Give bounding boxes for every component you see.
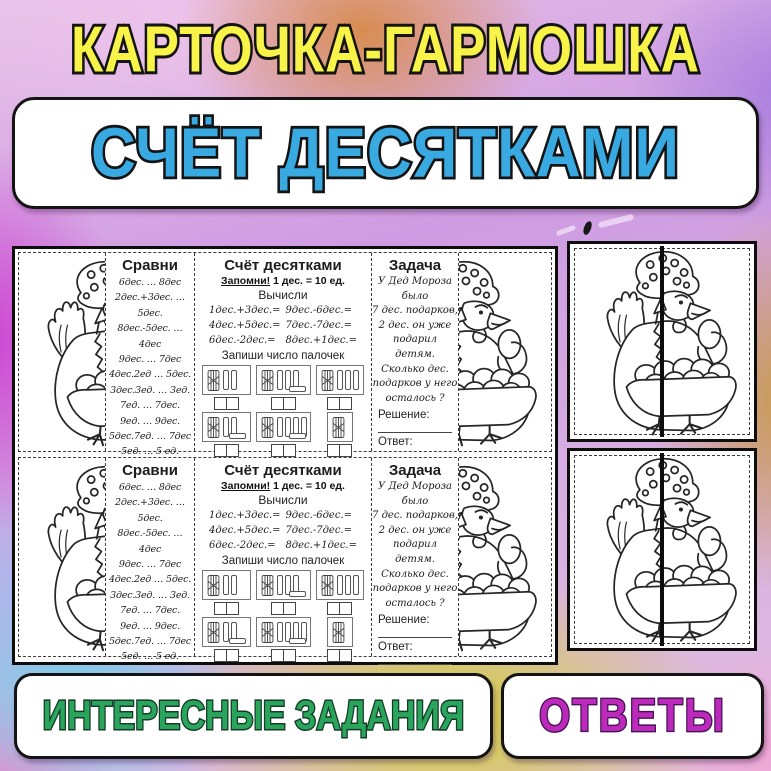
answer-cells [327,649,352,662]
stick-icon [289,638,306,644]
text-line: 4дес.+5дес.= [209,320,281,331]
worksheet-row [18,457,552,663]
text-line: подарил детям. [393,334,437,360]
paint-streak [556,225,577,237]
text-line: 7 дес. подарков, [372,305,458,317]
compare-title: Сравни [122,462,178,479]
sticks-picture [256,365,311,395]
solution-write-line [378,421,452,433]
sticks-item [316,412,365,457]
sticks-item [202,365,251,410]
main-title: СЧЁТ ДЕСЯТКАМИ [91,114,680,192]
text-line: 9дес. … 7дес [118,354,182,366]
worksheet-panel [12,246,558,665]
solution-label: Решение: [378,614,430,627]
stick-icon [345,575,351,595]
answer-card [567,448,757,651]
sticks-picture [202,570,251,600]
bundle-of-ten-icon [260,573,275,598]
text-line: У Дед Мороза было [377,276,453,302]
tens-title: Счёт десятками [224,257,342,274]
compare-section [106,458,195,663]
answer-cells [214,397,239,410]
sticks-picture [202,365,251,395]
sticks-grid [195,570,371,662]
text-line: 3дес.3ед. … 3ед. [110,384,190,396]
hen-illustration [24,257,106,447]
remember-label: Запомни! [221,480,271,492]
calc-exercises [195,303,371,348]
text-line: осталось ? [385,597,445,609]
tasks-banner [14,673,493,759]
text-line: 4дес.+5дес.= [209,525,281,536]
bundle-of-ten-icon [331,415,346,440]
task-text [372,480,458,611]
text-line: 5дес.7ед. … 7дес [108,431,192,443]
stick-icon [353,370,359,390]
sticks-picture [316,570,365,600]
remember-rule [195,275,371,287]
task-title: Задача [388,462,442,479]
stick-icon [277,575,283,595]
stick-icon [223,575,229,595]
hen-right-half-image [459,253,551,451]
text-line: 9ед. … 9дес. [120,415,180,427]
tens-section [195,458,372,656]
stick-icon [277,417,283,437]
text-line: 5ед. … 5 ед. [121,651,179,663]
answer-cells [214,649,239,662]
hen-illustration [459,462,541,652]
answers-banner-text: ОТВЕТЫ [539,690,726,741]
stick-icon [353,575,359,595]
text-line: 7ед. … 7дес. [120,400,180,412]
answers-banner [501,673,764,759]
answer-card [567,241,757,442]
text-line: 9дес.-6дес.= [285,510,352,521]
text-line: 6дес.-2дес.= [209,335,276,346]
answer-cells [214,444,239,457]
text-line: подарков у него [372,583,458,595]
task-text [372,275,458,406]
calc-label: Вычисли [258,288,308,302]
answer-cells [271,602,296,615]
sticks-item [256,412,311,457]
bundle-of-ten-icon [206,368,221,393]
bundle-of-ten-icon [206,415,221,440]
sticks-item [202,570,251,615]
text-line: Сколько дес. [381,568,449,580]
compare-exercises [106,480,194,665]
text-line: подарил детям. [393,539,437,565]
bundle-of-ten-icon [260,620,275,645]
answer-cells [327,397,352,410]
calc-column-right [285,508,357,553]
answer-label: Ответ: [378,641,413,654]
text-line: 6дес. … 8дес [118,482,182,493]
hen-illustration [459,257,541,447]
stick-icon [277,370,283,390]
main-title-banner [12,97,759,209]
stick-icon [277,622,283,642]
answer-cells [271,649,296,662]
text-line: 2дес.+3дес. … 5дес. [115,292,185,319]
task-section [372,458,459,656]
tens-title: Счёт десятками [224,462,342,479]
cut-line [660,246,664,437]
stick-icon [231,370,237,390]
text-line: 1дес.+3дес.= [209,510,281,521]
remember-label: Запомни! [221,275,271,287]
hen-illustration [24,462,106,652]
solution-write-line [378,626,452,638]
calc-column-left [209,508,281,553]
text-line: 9дес. … 7дес [118,559,182,571]
answer-write-line [378,653,452,665]
stick-icon [223,370,229,390]
answer-cells [271,444,296,457]
rule-text: 1 дес. = 10 ед. [273,275,345,287]
stick-icon [345,370,351,390]
compare-exercises [106,275,194,460]
sticks-picture [202,412,251,442]
sticks-picture [316,365,365,395]
worksheet-row [18,252,552,458]
sticks-picture [256,617,311,647]
text-line: 2 дес. он уже [378,524,452,536]
tens-section [195,253,372,451]
text-line: 4дес.2ед … 5дес. [108,369,192,381]
text-line: 2 дес. он уже [378,319,452,331]
calc-column-left [209,303,281,348]
task-section [372,253,459,451]
sticks-picture [327,412,353,442]
sticks-grid [195,365,371,457]
text-line: подарков у него [372,378,458,390]
text-line: 8дес.+1дес.= [285,540,357,551]
bundle-of-ten-icon [320,573,335,598]
stick-icon [337,370,343,390]
sticks-picture [256,570,311,600]
hen-right-half-image [459,458,551,656]
stick-icon [289,591,306,597]
sticks-item [256,617,311,662]
text-line: 6дес.-2дес.= [209,540,276,551]
bundle-of-ten-icon [206,573,221,598]
task-title: Задача [388,257,442,274]
stick-icon [229,433,246,439]
stick-icon [289,386,306,392]
text-line: 7дес.-7дес.= [285,320,352,331]
text-line: 7ед. … 7дес. [120,605,180,617]
stick-icon [229,638,246,644]
text-line: 8дес.-5дес. … 4дес [117,528,183,555]
bundle-of-ten-icon [206,620,221,645]
text-line: 8дес.-5дес. … 4дес [117,323,183,350]
answer-cells [327,602,352,615]
sticks-picture [327,617,353,647]
bundle-of-ten-icon [260,415,275,440]
text-line: 4дес.2ед … 5дес. [108,574,192,586]
accordion-card-title: КАРТОЧКА-ГАРМОШКА [71,14,700,87]
tasks-banner-text: ИНТЕРЕСНЫЕ ЗАДАНИЯ [42,692,465,739]
calc-label: Вычисли [258,493,308,507]
text-line: 3дес.3ед. … 3ед. [110,589,190,601]
text-line: осталось ? [385,392,445,404]
remember-rule [195,480,371,492]
sticks-picture [256,412,311,442]
text-line: 5ед. … 5 ед. [121,446,179,458]
compare-title: Сравни [122,257,178,274]
answer-cells [214,602,239,615]
stick-icon [289,433,306,439]
paint-splash-mark [582,220,593,235]
stick-icon [337,575,343,595]
text-line: Сколько дес. [381,363,449,375]
compare-section [106,253,195,458]
text-line: 9ед. … 9дес. [120,620,180,632]
sticks-item [202,412,251,457]
hen-left-half-image [19,458,106,656]
hen-left-half-image [19,253,106,451]
cut-line [660,453,664,646]
bundle-of-ten-icon [331,620,346,645]
text-line: 2дес.+3дес. … 5дес. [115,497,185,524]
answer-label: Ответ: [378,436,413,449]
bundle-of-ten-icon [320,368,335,393]
text-line: 9дес.-6дес.= [285,305,352,316]
text-line: 8дес.+1дес.= [285,335,357,346]
sticks-item [316,365,365,410]
sticks-picture [202,617,251,647]
text-line: 7дес.-7дес.= [285,525,352,536]
bundle-of-ten-icon [260,368,275,393]
sticks-item [316,617,365,662]
calc-column-right [285,303,357,348]
text-line: 6дес. … 8дес [118,277,182,288]
text-line: У Дед Мороза было [377,481,453,507]
sticks-label: Запиши число палочек [221,555,345,567]
calc-exercises [195,508,371,553]
stick-icon [231,575,237,595]
sticks-item [256,570,311,615]
rule-text: 1 дес. = 10 ед. [273,480,345,492]
sticks-item [256,365,311,410]
answer-cells [327,444,352,457]
text-line: 7 дес. подарков, [372,510,458,522]
sticks-item [316,570,365,615]
solution-label: Решение: [378,409,430,422]
text-line: 1дес.+3дес.= [209,305,281,316]
sticks-label: Запиши число палочек [221,350,345,362]
text-line: 5дес.7ед. … 7дес [108,636,192,648]
sticks-item [202,617,251,662]
paint-streak [598,214,634,229]
answer-cells [271,397,296,410]
